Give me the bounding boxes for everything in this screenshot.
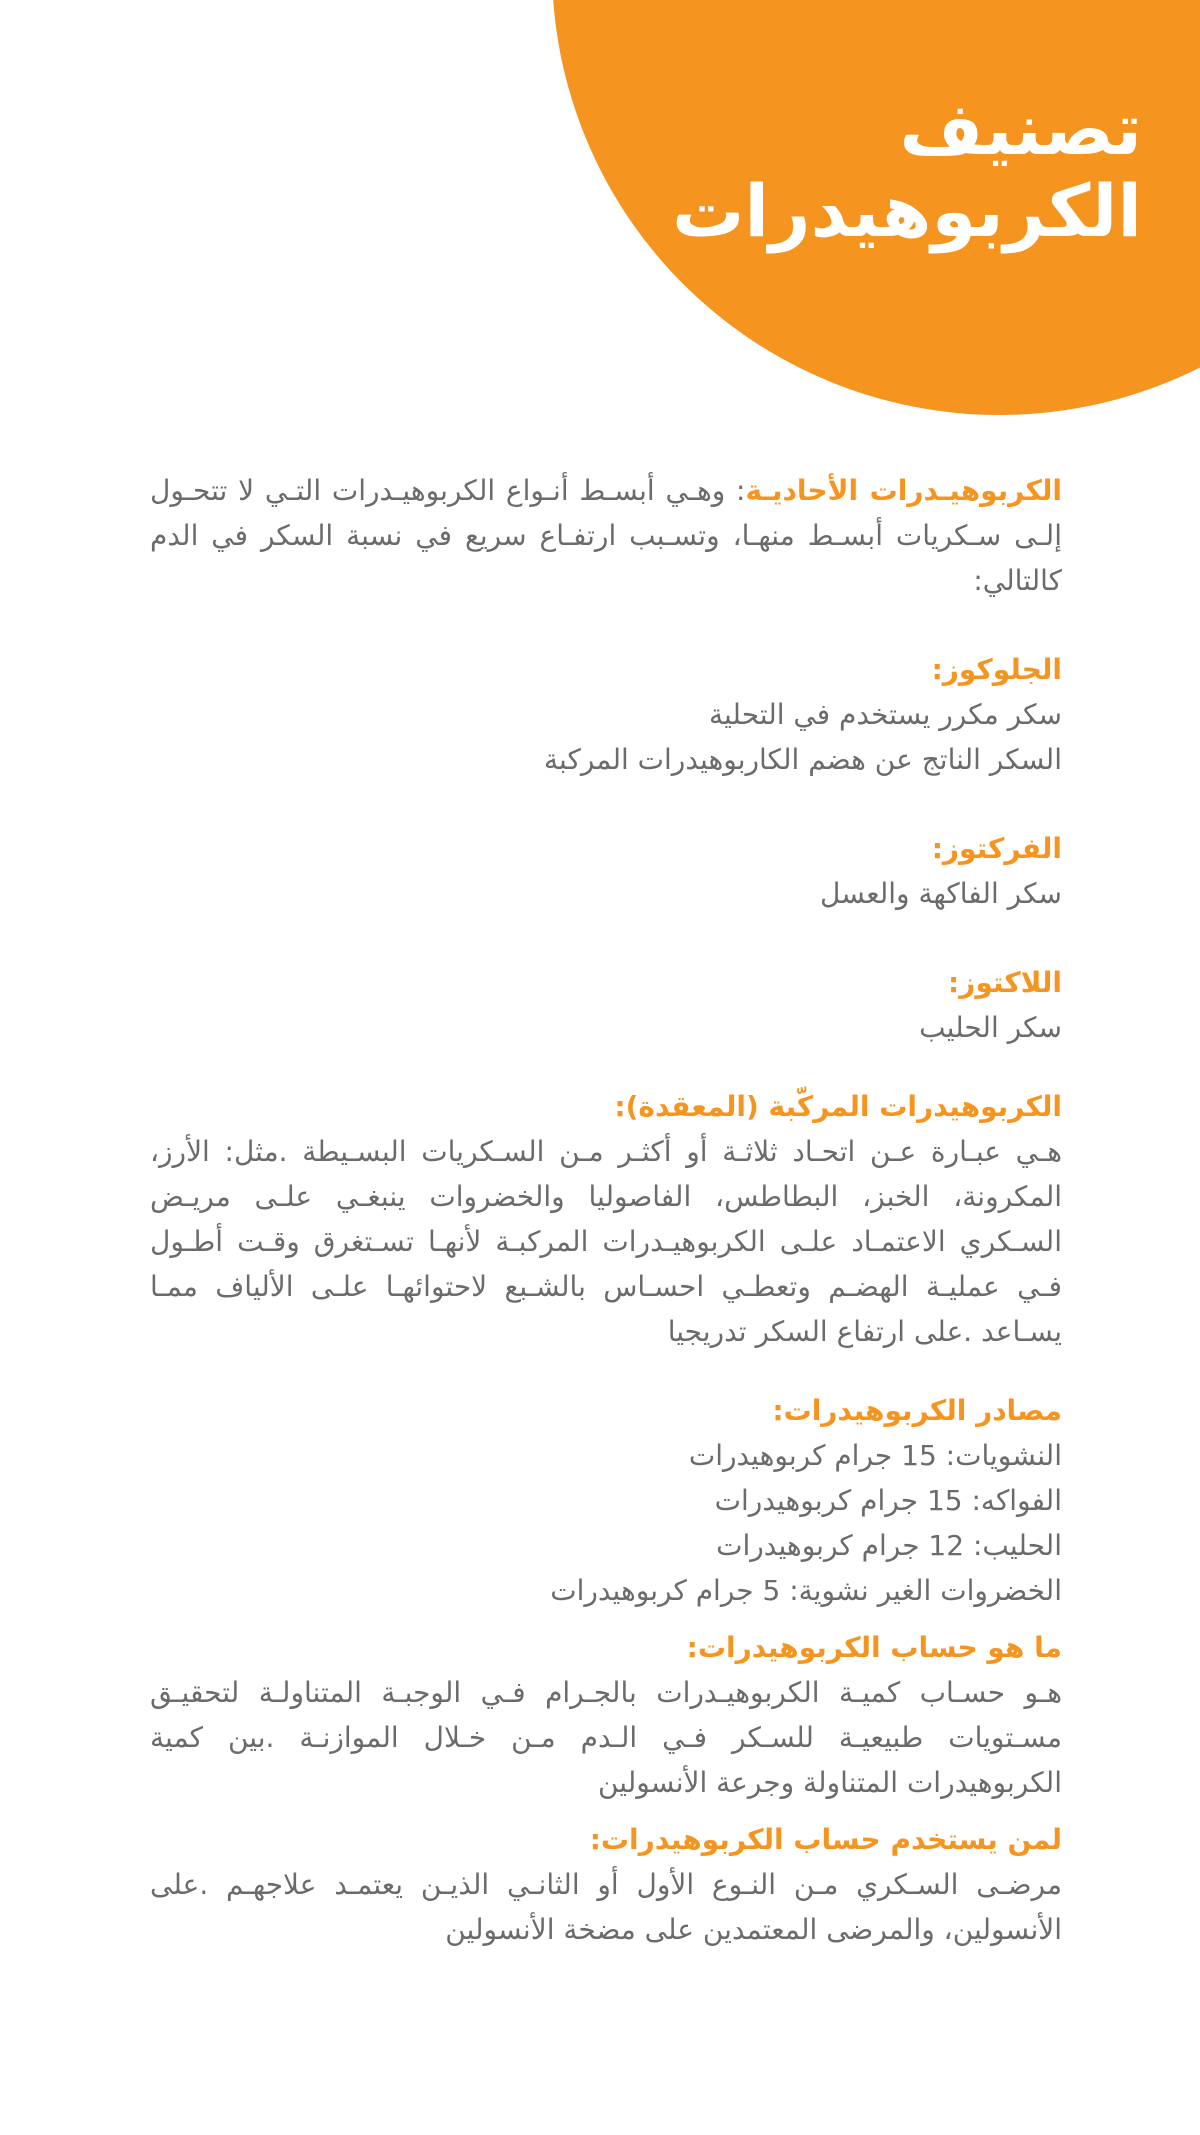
page-title <box>582 88 1142 252</box>
lactose-heading: اللاكتوز: <box>948 966 1062 999</box>
sources-section <box>150 1388 1062 1613</box>
sources-line: الفواكه: 15 جرام كربوهيدرات <box>714 1484 1062 1517</box>
carb-counting-heading: ما هو حساب الكربوهيدرات: <box>686 1631 1062 1664</box>
simple-carbs-lead: الكربوهيـدرات الأحاديـة <box>745 474 1062 507</box>
sources-line: الحليب: 12 جرام كربوهيدرات <box>716 1529 1062 1562</box>
complex-carbs-heading: الكربوهيدرات المركّبة (المعقدة): <box>614 1090 1062 1123</box>
who-uses-text: مرضـى السـكري مـن النـوع الأول أو الثانـي الذيـن يعتمـد علاجهـم .على الأنسولين، والمرضى المعتمدين على مضخة الأنسولين <box>150 1868 1062 1946</box>
title-line-2: الكربوهيدرات <box>672 169 1142 253</box>
complex-carbs-section <box>150 1084 1062 1354</box>
simple-carbs-paragraph <box>150 468 1062 603</box>
lactose-section <box>150 960 1062 1050</box>
lactose-line: سكر الحليب <box>919 1011 1062 1044</box>
glucose-line: سكر مكرر يستخدم في التحلية <box>708 698 1062 731</box>
who-uses-heading: لمن يستخدم حساب الكربوهيدرات: <box>589 1823 1062 1856</box>
sources-heading: مصادر الكربوهيدرات: <box>772 1394 1062 1427</box>
complex-carbs-text: هـي عبـارة عـن اتحـاد ثلاثـة أو أكثـر مـن السـكريات البسـيطة .مثل: الأرز، المكرونة، الخبز، البطاطس، الفاصوليا والخضروات ينبغـي علـى مريـض السـكري الاعتمـاد علـى الكربوهيـدرات المركبـة لأنهـا تسـتغرق وقـت أطـول فـي عمليـة الهضـم وتعطـي احسـاس بالشـبع لاحتوائهـا علـى الألياف ممـا يسـاعد .على ارتفاع السكر تدريجيا <box>150 1135 1062 1348</box>
sources-line: الخضروات الغير نشوية: 5 جرام كربوهيدرات <box>550 1574 1062 1607</box>
carb-counting-text: هـو حسـاب كميـة الكربوهيـدرات بالجـرام فـي الوجبـة المتناولـة لتحقيـق مسـتويات طبيعيـة للسـكر فـي الـدم مـن خـلال الموازنـة .بين كمية الكربوهيدرات المتناولة وجرعة الأنسولين <box>150 1676 1062 1799</box>
fructose-heading: الفركتوز: <box>931 832 1062 865</box>
glucose-line: السكر الناتج عن هضم الكاربوهيدرات المركبة <box>544 743 1062 776</box>
title-line-1: تصنيف <box>899 87 1142 171</box>
carb-counting-section <box>150 1625 1062 1805</box>
article-body <box>150 468 1062 1952</box>
fructose-section <box>150 826 1062 916</box>
simple-carbs-text: : وهـي أبسـط أنـواع الكربوهيـدرات التـي لا تتحـول إلـى سـكريات أبسـط منهـا، وتسـبب ارتفـاع سريع في نسبة السكر في الدم كالتالي: <box>150 474 1062 597</box>
fructose-line: سكر الفاكهة والعسل <box>820 877 1062 910</box>
sources-line: النشويات: 15 جرام كربوهيدرات <box>688 1439 1062 1472</box>
glucose-heading: الجلوكوز: <box>931 653 1062 686</box>
glucose-section <box>150 647 1062 782</box>
who-uses-section <box>150 1817 1062 1952</box>
